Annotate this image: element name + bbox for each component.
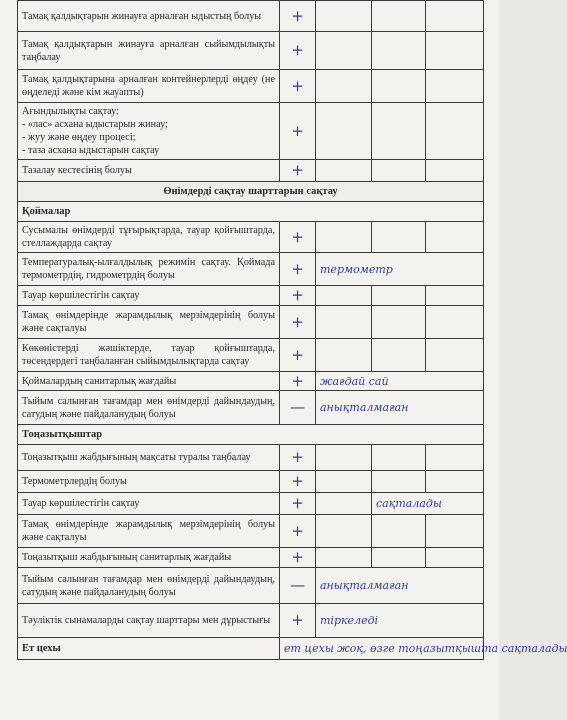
compliance-mark: — <box>280 391 316 425</box>
checklist-row <box>18 604 484 638</box>
compliance-mark: + <box>280 160 316 182</box>
requirement-text: Тазалау кестесінің болуы <box>18 160 280 182</box>
checklist-row <box>18 1 484 32</box>
requirement-text: Көкөністерді жәшіктерде, тауар қойғыштарда, төсендердегі таңбаланған сыйымдылықтарда сақтау <box>18 339 280 372</box>
requirement-text: Тамақ қалдықтарын жинауға арналған ыдыстың болуы <box>18 1 280 32</box>
subsection-heading: Тоңазытқыштар <box>18 425 484 445</box>
checklist-row <box>18 103 484 160</box>
compliance-mark: + <box>280 471 316 493</box>
requirement-text: Температуралық-ылғалдылық режимін сақтау. Қоймада термометрдің, гидрометрдің болуы <box>18 253 280 286</box>
requirement-text: Тамақ қалдықтарына арналған контейнерлерді өңдеу (не өңделеді және кім жауапты) <box>18 70 280 103</box>
checklist-row <box>18 445 484 471</box>
requirement-text: Тыйым салынған тағамдар мен өнімдерді дайындаудың, сатудың және пайдаланудың болуы <box>18 568 280 604</box>
requirement-text: Тауар көршілестігін сақтау <box>18 286 280 306</box>
compliance-mark: — <box>280 568 316 604</box>
requirement-text: Тәуліктік сынамаларды сақтау шарттары мен дұрыстығы <box>18 604 280 638</box>
requirement-text: Тамақ өнімдерінде жарамдылық мерзімдерінің болуы және сақталуы <box>18 306 280 339</box>
handwritten-note: анықталмаған <box>316 391 484 425</box>
compliance-mark: + <box>280 445 316 471</box>
checklist-row <box>18 70 484 103</box>
compliance-mark: + <box>280 515 316 548</box>
checklist-row <box>18 372 484 391</box>
compliance-mark: + <box>280 103 316 160</box>
handwritten-note: сақталады <box>372 493 484 515</box>
compliance-mark: + <box>280 339 316 372</box>
checklist-row <box>18 306 484 339</box>
compliance-mark: + <box>280 306 316 339</box>
inspection-checklist-table <box>17 0 567 660</box>
checklist-row <box>18 568 484 604</box>
requirement-text: Тоңазытқыш жабдығының санитарлық жағдайы <box>18 548 280 568</box>
checklist-row <box>18 222 484 253</box>
meat-shop-row <box>18 638 484 660</box>
meat-shop-label: Ет цехы <box>18 638 280 660</box>
requirement-text: Тоңазытқыш жабдығының мақсаты туралы таңбалау <box>18 445 280 471</box>
compliance-mark: + <box>280 253 316 286</box>
section-heading: Өнімдерді сақтау шарттарын сақтау <box>18 182 484 202</box>
compliance-mark: + <box>280 604 316 638</box>
handwritten-note: ет цехы жоқ, өзге тоңазытқышта сақталады <box>280 638 484 660</box>
checklist-row <box>18 32 484 70</box>
handwritten-note: анықталмаған <box>316 568 484 604</box>
compliance-mark: + <box>280 548 316 568</box>
checklist-row <box>18 515 484 548</box>
requirement-text: Ағындылықты сақтау: - «лас» асхана ыдыстарын жинау; - жуу және өңдеу процесі; - таза асхана ыдыстарын сақтау <box>18 103 280 160</box>
compliance-mark: + <box>280 372 316 391</box>
handwritten-note: жағдай сай <box>316 372 484 391</box>
subsection-row <box>18 202 484 222</box>
handwritten-note: термометр <box>316 253 484 286</box>
compliance-mark: + <box>280 70 316 103</box>
compliance-mark: + <box>280 493 316 515</box>
requirement-text: Тауар көршілестігін сақтау <box>18 493 280 515</box>
requirement-text: Қоймалардың санитарлық жағдайы <box>18 372 280 391</box>
checklist-row <box>18 471 484 493</box>
requirement-text: Сусымалы өнімдерді тұғырықтарда, тауар қойғыштарда, стеллаждарда сақтау <box>18 222 280 253</box>
subsection-heading: Қоймалар <box>18 202 484 222</box>
compliance-mark: + <box>280 1 316 32</box>
requirement-text: Тамақ өнімдерінде жарамдылық мерзімдерінің болуы және сақталуы <box>18 515 280 548</box>
requirement-text: Тамақ қалдықтарын жинауға арналған сыйымдылықты таңбалау <box>18 32 280 70</box>
requirement-text: Тыйым салынған тағамдар мен өнімдерді дайындаудың, сатудың және пайдаланудың болуы <box>18 391 280 425</box>
checklist-row <box>18 339 484 372</box>
subsection-row <box>18 425 484 445</box>
compliance-mark: + <box>280 32 316 70</box>
checklist-row <box>18 493 484 515</box>
compliance-mark: + <box>280 222 316 253</box>
checklist-row <box>18 253 484 286</box>
section-heading-row <box>18 182 484 202</box>
checklist-row <box>18 391 484 425</box>
checklist-row <box>18 160 484 182</box>
checklist-row <box>18 548 484 568</box>
requirement-text: Термометрлердің болуы <box>18 471 280 493</box>
handwritten-note: тіркеледі <box>316 604 484 638</box>
checklist-row <box>18 286 484 306</box>
compliance-mark: + <box>280 286 316 306</box>
